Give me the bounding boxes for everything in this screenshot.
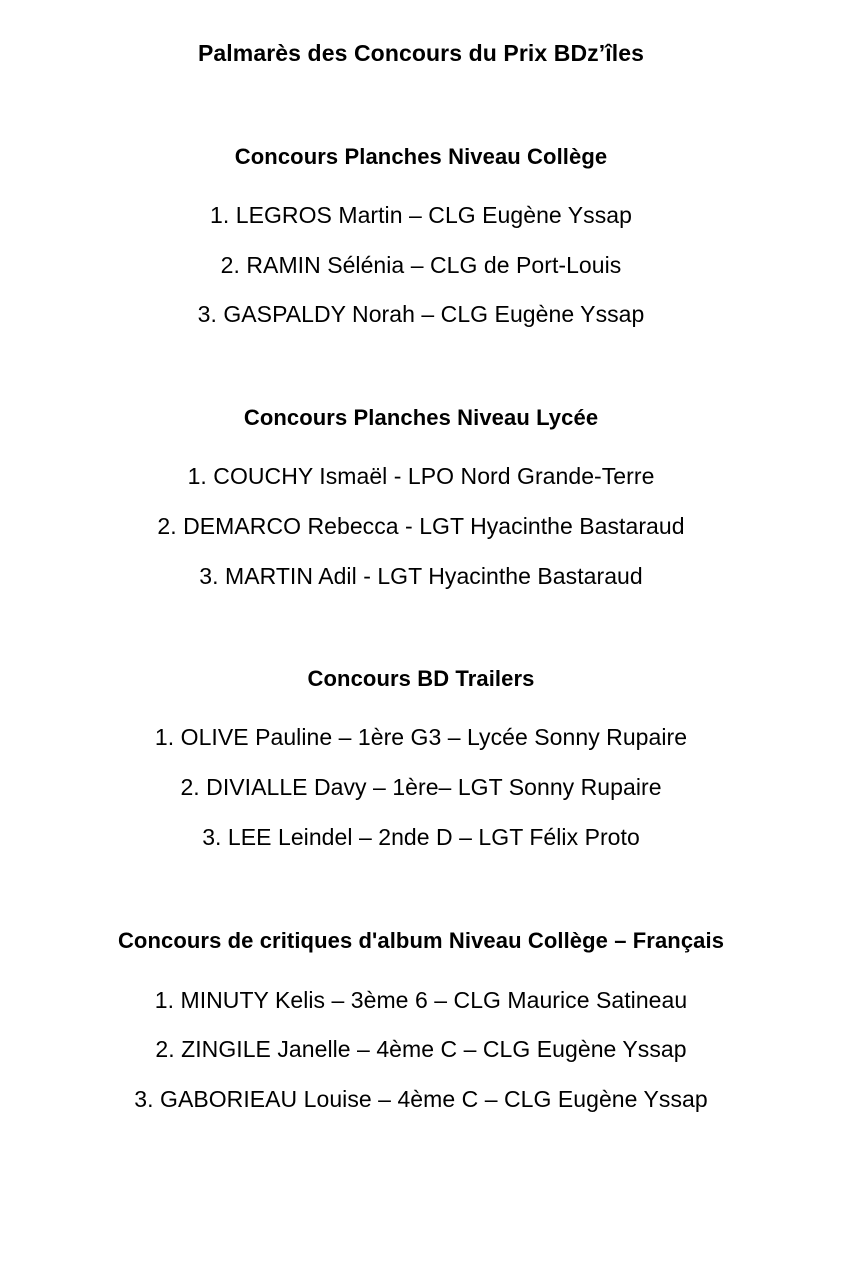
section-heading: Concours de critiques d'album Niveau Collège – Français [117,928,725,954]
list-item: 1. OLIVE Pauline – 1ère G3 – Lycée Sonny Rupaire [154,724,688,751]
list-item: 2. DEMARCO Rebecca - LGT Hyacinthe Bastaraud [157,512,685,539]
section-heading: Concours BD Trailers [307,666,535,692]
section-planches-lycee [36,405,806,590]
list-item: 1. MINUTY Kelis – 3ème 6 – CLG Maurice Satineau [154,986,688,1013]
section-heading: Concours Planches Niveau Collège [234,143,608,169]
section-heading: Concours Planches Niveau Lycée [243,404,599,430]
section-planches-college [36,144,806,329]
list-item: 1. LEGROS Martin – CLG Eugène Yssap [210,202,632,229]
list-item: 1. COUCHY Ismaël - LPO Nord Grande-Terre [187,463,655,490]
list-item: 3. GABORIEAU Louise – 4ème C – CLG Eugène Yssap [134,1085,708,1112]
list-item: 3. GASPALDY Norah – CLG Eugène Yssap [197,301,645,328]
section-critiques-college-francais [36,928,806,1113]
list-item: 2. RAMIN Sélénia – CLG de Port-Louis [220,251,622,278]
page-title: Palmarès des Concours du Prix BDz’îles [197,40,645,66]
section-bd-trailers [36,666,806,851]
list-item: 2. ZINGILE Janelle – 4ème C – CLG Eugène Yssap [155,1036,687,1063]
list-item: 2. DIVIALLE Davy – 1ère– LGT Sonny Rupaire [180,774,662,801]
list-item: 3. MARTIN Adil - LGT Hyacinthe Bastaraud [199,562,643,589]
list-item: 3. LEE Leindel – 2nde D – LGT Félix Proto [202,823,640,850]
